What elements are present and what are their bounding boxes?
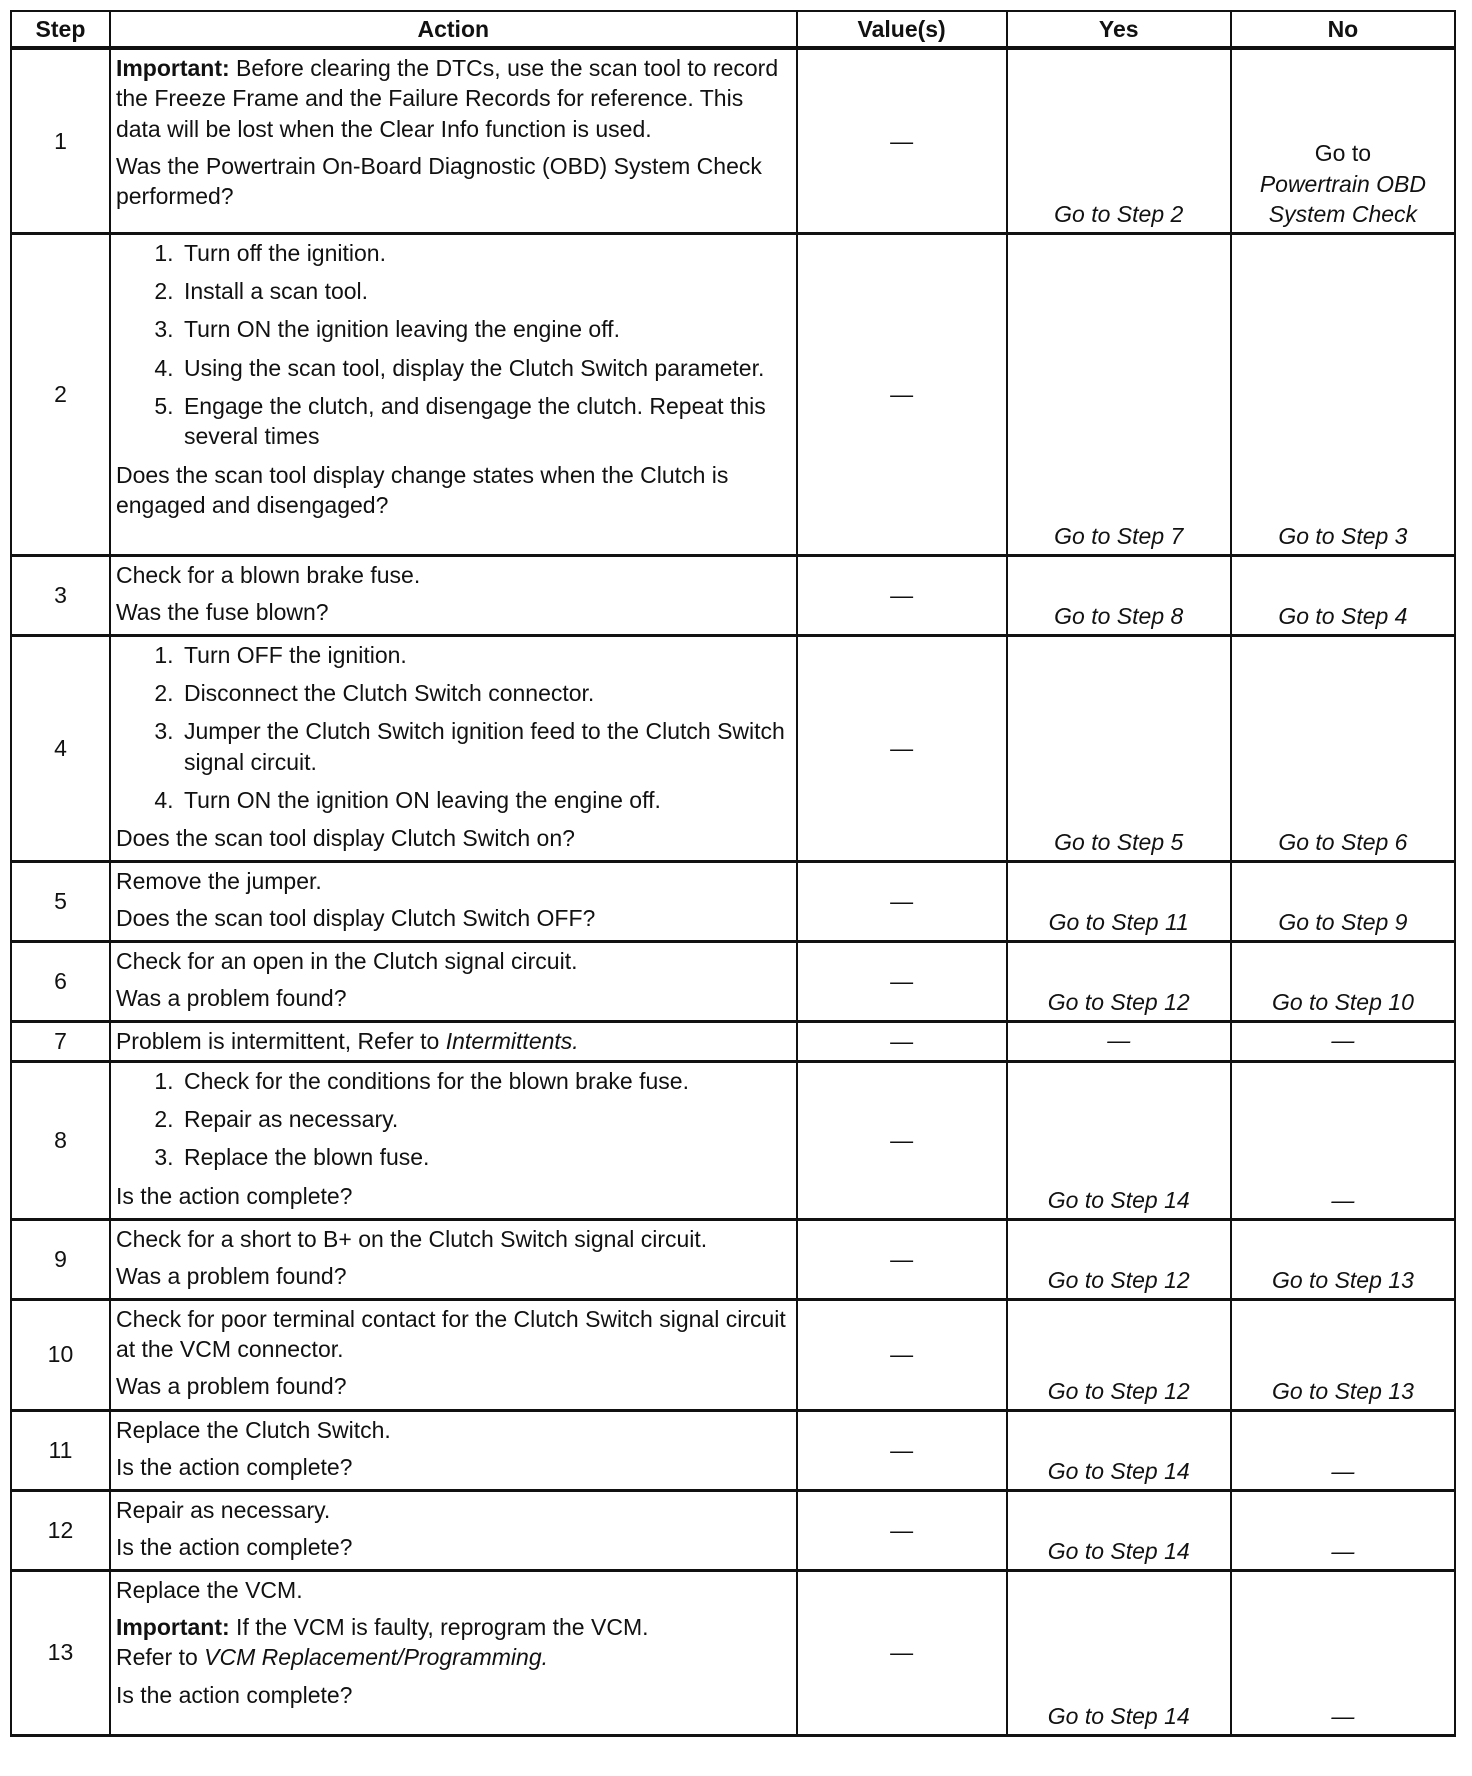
no-link: Powertrain OBD System Check [1259,170,1426,228]
step-number: 11 [11,1410,110,1490]
question-text: Was the Powertrain On-Board Diagnostic (OBD) System Check performed? [115,153,762,210]
refer-link: Intermittents. [445,1027,579,1054]
no-cell: Go to Step 4 [1231,555,1455,635]
question-text: Is the action complete? [115,1182,353,1209]
question-text: Does the scan tool display Clutch Switch on? [115,825,575,852]
instruction-text: Check for poor terminal contact for the Clutch Switch signal circuit at the VCM connector. [115,1305,786,1362]
header-yes: Yes [1007,11,1231,48]
question-text: Is the action complete? [115,1453,353,1480]
action-cell [110,941,797,1021]
step-number: 12 [11,1490,110,1570]
value-cell: — [797,861,1007,941]
table-row [11,861,1455,941]
no-cell: — [1231,1490,1455,1570]
table-row [11,1410,1455,1490]
refer-link: VCM Replacement/Programming. [204,1644,549,1671]
header-step: Step [11,11,110,48]
list-item: 4. Turn ON the ignition ON leaving the engine off. [180,785,792,815]
procedure-list [116,1066,792,1173]
value-cell: — [797,1570,1007,1735]
procedure-list [116,238,792,452]
yes-cell: Go to Step 2 [1007,48,1231,233]
question-text: Does the scan tool display change states when the Clutch is engaged and disengaged? [115,461,729,519]
important-note [116,1612,792,1673]
step-number: 8 [11,1061,110,1219]
yes-cell: Go to Step 12 [1007,941,1231,1021]
question-text: Does the scan tool display Clutch Switch OFF? [115,904,596,931]
important-label: Important: [115,55,230,81]
yes-cell: Go to Step 14 [1007,1061,1231,1219]
header-action: Action [110,11,797,48]
step-number: 4 [11,635,110,861]
yes-cell: Go to Step 11 [1007,861,1231,941]
list-item: 2. Repair as necessary. [180,1104,792,1134]
yes-cell: Go to Step 8 [1007,555,1231,635]
action-cell [110,1410,797,1490]
table-row [11,555,1455,635]
question-text: Was the fuse blown? [115,598,329,625]
list-item: 3. Turn ON the ignition leaving the engine off. [180,314,792,344]
yes-cell: Go to Step 14 [1007,1570,1231,1735]
instruction-text: Check for a short to B+ on the Clutch Switch signal circuit. [115,1225,708,1252]
table-row [11,1570,1455,1735]
no-cell: Go to Step 9 [1231,861,1455,941]
instruction-text: Replace the Clutch Switch. [115,1416,391,1443]
action-cell [110,1570,797,1735]
list-item: 3. Jumper the Clutch Switch ignition feed to the Clutch Switch signal circuit. [180,716,792,777]
list-item: 5. Engage the clutch, and disengage the clutch. Repeat this several times [180,391,792,452]
value-cell: — [797,233,1007,555]
list-item: 2. Disconnect the Clutch Switch connector. [180,678,792,708]
table-row [11,1490,1455,1570]
value-cell: — [797,941,1007,1021]
procedure-list [116,640,792,816]
step-number: 6 [11,941,110,1021]
list-item: 1. Turn off the ignition. [180,238,792,268]
step-number: 13 [11,1570,110,1735]
action-cell [110,1021,797,1061]
action-cell [110,861,797,941]
value-cell: — [797,1021,1007,1061]
yes-cell: Go to Step 12 [1007,1219,1231,1299]
instruction-text: Check for an open in the Clutch signal circuit. [115,947,578,974]
no-cell [1231,48,1455,233]
action-cell [110,1490,797,1570]
list-item: 4. Using the scan tool, display the Clutch Switch parameter. [180,353,792,383]
action-cell [110,555,797,635]
no-cell: Go to Step 13 [1231,1299,1455,1410]
value-cell: — [797,635,1007,861]
value-cell: — [797,1219,1007,1299]
list-item: 1. Check for the conditions for the blown brake fuse. [180,1066,792,1096]
header-value: Value(s) [797,11,1007,48]
no-cell: — [1231,1021,1455,1061]
action-cell [110,48,797,233]
action-cell [110,233,797,555]
important-text: If the VCM is faulty, reprogram the VCM. [229,1613,649,1640]
important-label: Important: [115,1613,230,1640]
step-number: 9 [11,1219,110,1299]
header-row [11,11,1455,48]
action-cell [110,1219,797,1299]
yes-cell: Go to Step 14 [1007,1410,1231,1490]
refer-prefix: Refer to [115,1644,205,1671]
yes-cell: — [1007,1021,1231,1061]
step-number: 3 [11,555,110,635]
yes-cell: Go to Step 5 [1007,635,1231,861]
no-prefix: Go to [1314,140,1372,167]
refer-prefix: Problem is intermittent, Refer to [115,1027,446,1054]
no-cell: Go to Step 6 [1231,635,1455,861]
step-number: 10 [11,1299,110,1410]
question-text: Is the action complete? [115,1681,353,1708]
diagnostic-table [10,10,1456,1737]
value-cell: — [797,1061,1007,1219]
no-cell: Go to Step 13 [1231,1219,1455,1299]
instruction-text: Remove the jumper. [115,867,322,894]
table-row [11,48,1455,233]
question-text: Was a problem found? [115,1262,347,1289]
header-no: No [1231,11,1455,48]
action-cell [110,1299,797,1410]
value-cell: — [797,1299,1007,1410]
no-cell: — [1231,1061,1455,1219]
refer-text [116,1026,792,1056]
list-item: 3. Replace the blown fuse. [180,1142,792,1172]
table-row [11,233,1455,555]
table-row [11,1299,1455,1410]
value-cell: — [797,1410,1007,1490]
no-cell: — [1231,1570,1455,1735]
action-cell [110,635,797,861]
important-text: Before clearing the DTCs, use the scan tool to record the Freeze Frame and the Failure Records for reference. This data will be lost when the Clear Info function is used. [115,55,779,142]
question-text: Was a problem found? [115,1373,347,1400]
table-row [11,941,1455,1021]
instruction-text: Check for a blown brake fuse. [115,561,421,588]
step-number: 1 [11,48,110,233]
no-cell: Go to Step 3 [1231,233,1455,555]
instruction-text: Replace the VCM. [115,1576,303,1603]
diagnostic-table-page [10,10,1456,1737]
value-cell: — [797,48,1007,233]
value-cell: — [797,555,1007,635]
value-cell: — [797,1490,1007,1570]
step-number: 7 [11,1021,110,1061]
list-item: 2. Install a scan tool. [180,276,792,306]
table-row [11,1061,1455,1219]
instruction-text: Repair as necessary. [115,1496,331,1523]
important-note [116,53,792,144]
step-number: 2 [11,233,110,555]
step-number: 5 [11,861,110,941]
yes-cell: Go to Step 12 [1007,1299,1231,1410]
yes-cell: Go to Step 7 [1007,233,1231,555]
yes-cell: Go to Step 14 [1007,1490,1231,1570]
table-row [11,1021,1455,1061]
table-row [11,635,1455,861]
list-item: 1. Turn OFF the ignition. [180,640,792,670]
question-text: Is the action complete? [115,1533,353,1560]
no-cell: — [1231,1410,1455,1490]
table-row [11,1219,1455,1299]
no-cell: Go to Step 10 [1231,941,1455,1021]
question-text: Was a problem found? [115,984,347,1011]
action-cell [110,1061,797,1219]
